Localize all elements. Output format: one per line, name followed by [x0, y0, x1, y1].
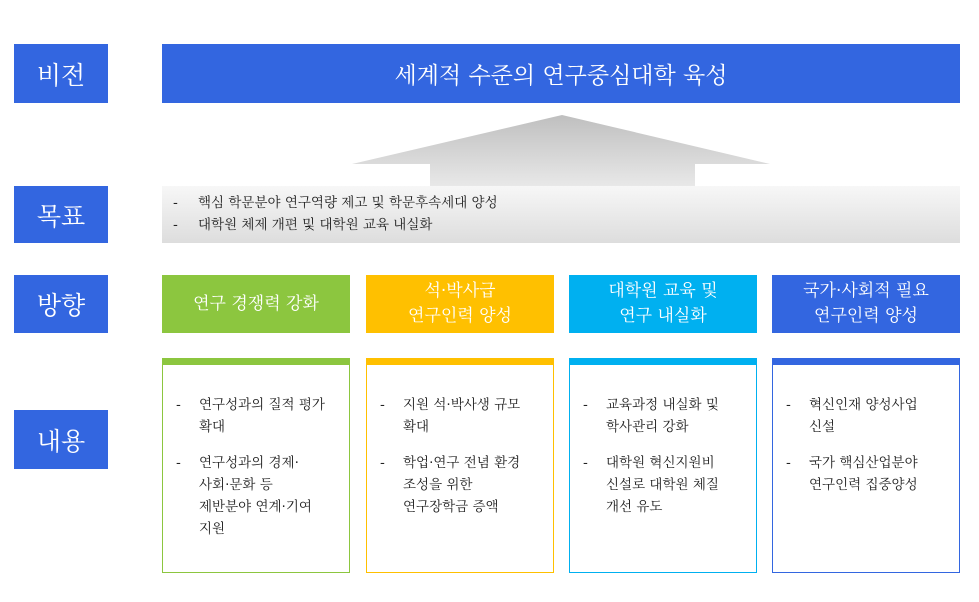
- content-item: - 국가 핵심산업분야 연구인력 집중양성: [786, 452, 953, 496]
- column-topbar: [162, 358, 350, 365]
- vision-label: 비전: [14, 44, 108, 103]
- content-column: [162, 358, 350, 573]
- direction-label: 방향: [14, 275, 108, 333]
- direction-national-needs: 국가·사회적 필요 연구인력 양성: [772, 275, 960, 333]
- content-item: - 연구성과의 질적 평가 확대: [176, 394, 343, 438]
- content-column: [366, 358, 554, 573]
- content-item: - 대학원 혁신지원비 신설로 대학원 체질 개선 유도: [583, 452, 750, 518]
- goal-label: 목표: [14, 186, 108, 243]
- arrow-head: [352, 115, 770, 186]
- content-column: [569, 358, 757, 573]
- vision-bar: 세계적 수준의 연구중심대학 육성: [162, 44, 960, 103]
- goal-list: [173, 192, 498, 236]
- column-topbar: [772, 358, 960, 365]
- direction-competitiveness: 연구 경쟁력 강화: [162, 275, 350, 333]
- goal-item: - 핵심 학문분야 연구역량 제고 및 학문후속세대 양성: [173, 192, 498, 214]
- content-item: - 학업·연구 전념 환경 조성을 위한 연구장학금 증액: [380, 452, 547, 518]
- content-item: - 혁신인재 양성사업 신설: [786, 394, 953, 438]
- column-topbar: [366, 358, 554, 365]
- direction-education-quality: 대학원 교육 및 연구 내실화: [569, 275, 757, 333]
- content-label: 내용: [14, 410, 108, 469]
- goal-item: - 대학원 체제 개편 및 대학원 교육 내실화: [173, 214, 498, 236]
- column-topbar: [569, 358, 757, 365]
- content-item: - 교육과정 내실화 및 학사관리 강화: [583, 394, 750, 438]
- content-item: - 연구성과의 경제· 사회·문화 등 제반분야 연계·기여 지원: [176, 452, 343, 540]
- content-item: - 지원 석·박사생 규모 확대: [380, 394, 547, 438]
- content-column: [772, 358, 960, 573]
- direction-researcher-training: 석·박사급 연구인력 양성: [366, 275, 554, 333]
